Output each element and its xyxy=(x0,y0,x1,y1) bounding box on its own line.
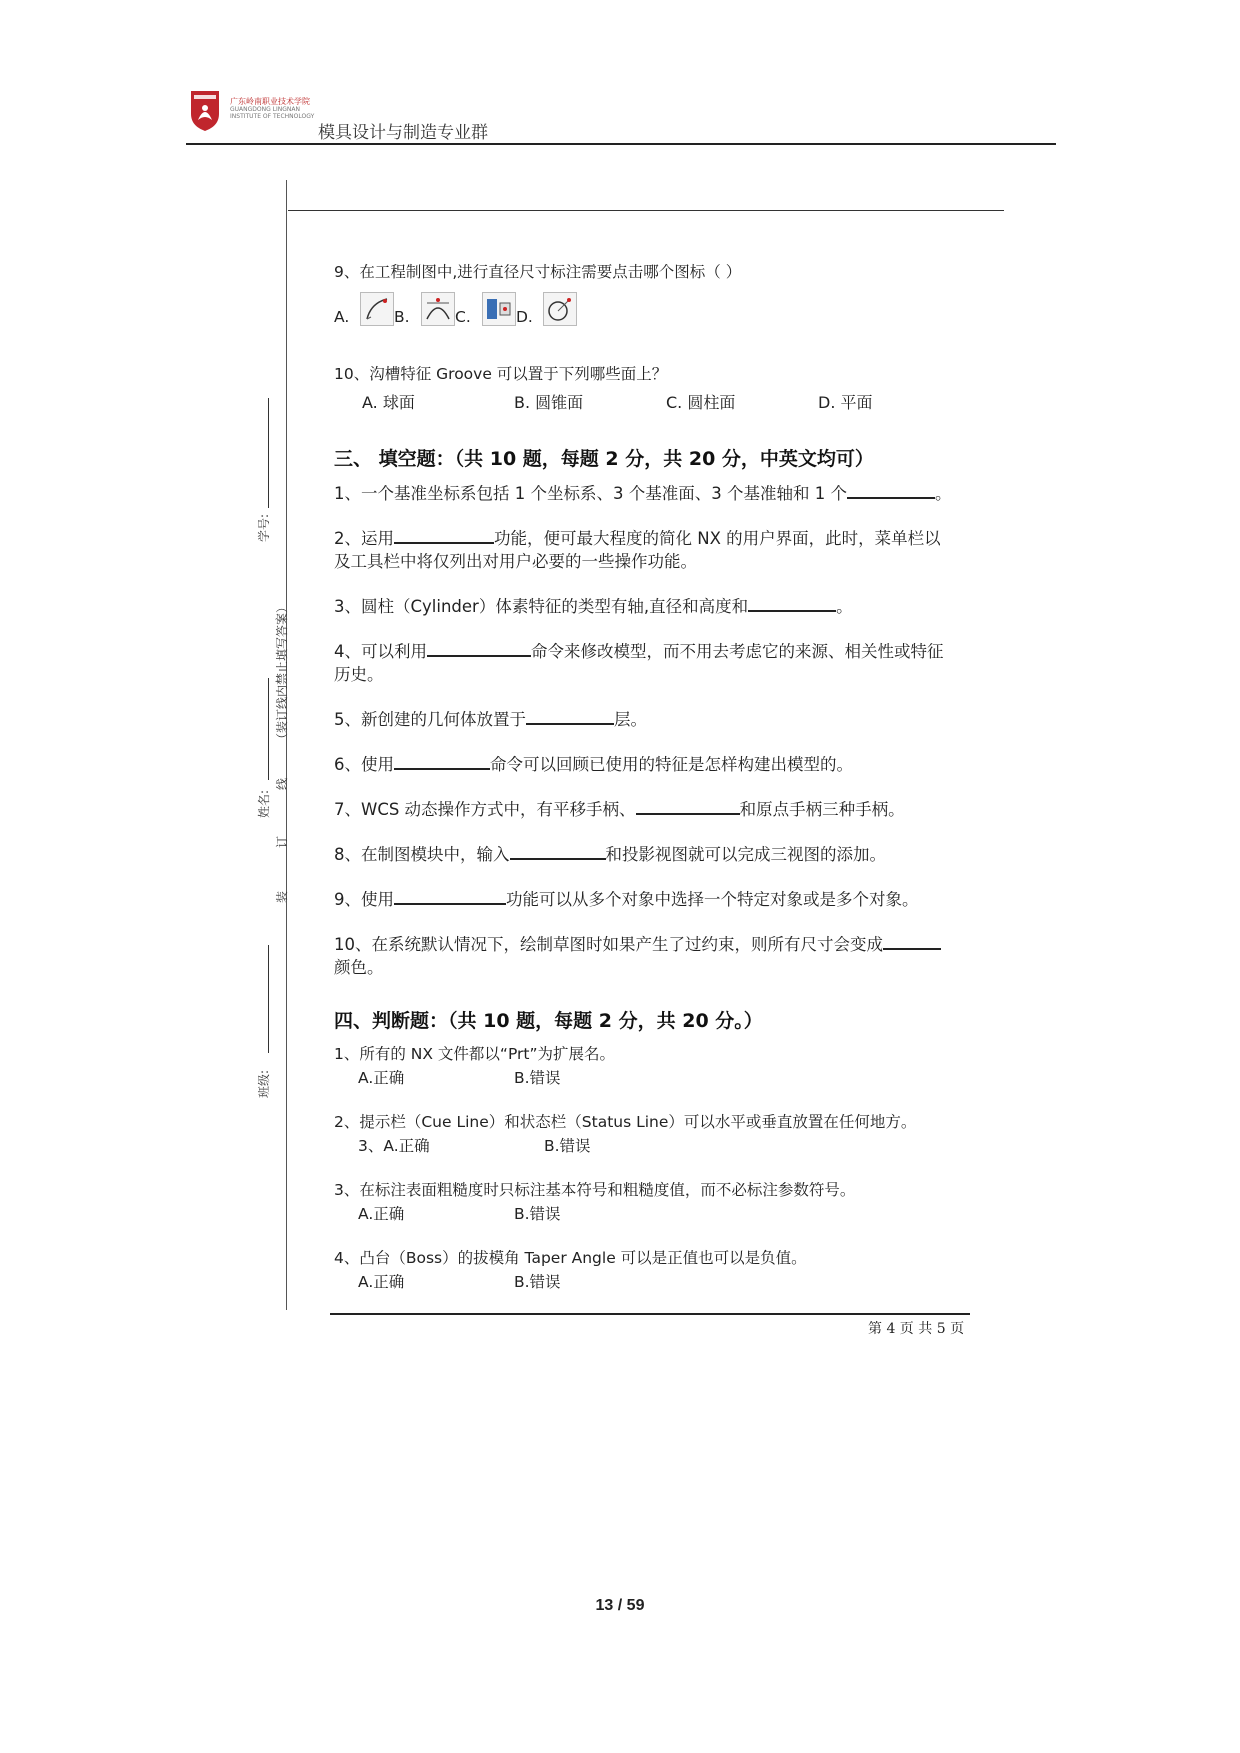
name-underline xyxy=(268,678,269,780)
mc-q10-option-d: D. 平面 xyxy=(818,393,873,412)
mc-q10-text: 10、沟槽特征 Groove 可以置于下列哪些面上？ xyxy=(334,365,668,383)
footer-rule xyxy=(330,1313,970,1315)
fill-q1: 1、一个基准坐标系包括 1 个坐标系、3 个基准面、3 个基准轴和 1 个 。 xyxy=(334,480,951,504)
answer-blank[interactable] xyxy=(636,797,740,815)
fill-section-title: 三、 填空题：（共 10 题，每题 2 分，共 20 分，中英文均可） xyxy=(334,448,874,470)
judge-q2-option-true[interactable]: 3、A.正确 xyxy=(358,1137,430,1155)
judge-q3: 3、在标注表面粗糙度时只标注基本符号和粗糙度值，而不必标注参数符号。 xyxy=(334,1181,856,1199)
diameter-dimension-icon xyxy=(360,292,394,326)
mc-q9-option-d: D. xyxy=(516,308,533,326)
answer-blank[interactable] xyxy=(394,526,494,544)
fill-q10: 10、在系统默认情况下，绘制草图时如果产生了过约束，则所有尺寸会变成 xyxy=(334,931,941,955)
mc-q10-option-a: A. 球面 xyxy=(362,393,415,412)
school-name-cn: 广东岭南职业技术学院 xyxy=(230,97,310,106)
answer-blank[interactable] xyxy=(510,842,606,860)
judge-q1-option-true[interactable]: A.正确 xyxy=(358,1069,405,1087)
class-underline xyxy=(268,945,269,1053)
fill-q4-cont: 历史。 xyxy=(334,665,384,684)
header-divider xyxy=(186,143,1056,145)
fill-q2: 2、运用 功能，便可最大程度的简化 NX 的用户界面，此时，菜单栏以 xyxy=(334,525,941,549)
name-label: 姓名: xyxy=(257,789,271,818)
answer-blank[interactable] xyxy=(847,481,935,499)
header-group-title: 模具设计与制造专业群 xyxy=(318,123,488,143)
judge-q1-option-false[interactable]: B.错误 xyxy=(514,1069,561,1087)
school-logo xyxy=(190,90,220,132)
answer-blank[interactable] xyxy=(427,639,531,657)
fill-q5: 5、新创建的几何体放置于 层。 xyxy=(334,706,647,730)
fill-q8: 8、在制图模块中，输入 和投影视图就可以完成三视图的添加。 xyxy=(334,841,886,865)
answer-blank[interactable] xyxy=(394,887,506,905)
school-name-en-line2: INSTITUTE OF TECHNOLOGY xyxy=(230,113,315,120)
fill-q3: 3、圆柱（Cylinder）体素特征的类型有轴,直径和高度和 。 xyxy=(334,593,853,617)
fill-q6: 6、使用 命令可以回顾已使用的特征是怎样构建出模型的。 xyxy=(334,751,853,775)
mc-q9-option-c: C. xyxy=(455,308,471,326)
judge-q2: 2、提示栏（Cue Line）和状态栏（Status Line）可以水平或垂直放置在任何地方。 xyxy=(334,1113,917,1131)
class-label: 班级: xyxy=(257,1069,271,1098)
answer-blank[interactable] xyxy=(394,752,490,770)
answer-blank[interactable] xyxy=(883,932,941,950)
judge-q4: 4、凸台（Boss）的拔模角 Taper Angle 可以是正值也可以是负值。 xyxy=(334,1249,807,1267)
school-name-en-line1: GUANGDONG LINGNAN xyxy=(230,106,301,113)
radius-dimension-icon xyxy=(543,292,577,326)
page-info: 第 4 页 共 5 页 xyxy=(868,1321,965,1337)
binding-char-ding: 订 xyxy=(275,835,289,848)
answer-blank[interactable] xyxy=(526,707,614,725)
mc-q9-option-a: A. xyxy=(334,308,350,326)
inference-dimension-icon xyxy=(482,292,516,326)
judge-q1: 1、所有的 NX 文件都以“Prt”为扩展名。 xyxy=(334,1045,616,1063)
fill-q7: 7、WCS 动态操作方式中，有平移手柄、 和原点手柄三种手柄。 xyxy=(334,796,905,820)
fill-q10-cont: 颜色。 xyxy=(334,958,384,977)
judge-q4-option-false[interactable]: B.错误 xyxy=(514,1273,561,1291)
fill-q2-cont: 及工具栏中将仅列出对用户必要的一些操作功能。 xyxy=(334,552,697,571)
judge-q4-option-true[interactable]: A.正确 xyxy=(358,1273,405,1291)
mc-q10-option-c: C. 圆柱面 xyxy=(666,393,736,412)
viewer-page-counter: 13 / 59 xyxy=(595,1597,645,1614)
mc-q9-option-b: B. xyxy=(394,308,410,326)
top-rule xyxy=(288,210,1004,211)
judge-q3-option-true[interactable]: A.正确 xyxy=(358,1205,405,1223)
binding-notice: （装订线内禁止填写答案） xyxy=(275,600,289,745)
student-id-label: 学号: xyxy=(257,513,271,542)
binding-line xyxy=(286,180,287,1310)
arc-dimension-icon xyxy=(421,292,455,326)
mc-q10-option-b: B. 圆锥面 xyxy=(514,393,584,412)
judge-section-title: 四、判断题：（共 10 题，每题 2 分，共 20 分。） xyxy=(334,1010,763,1032)
mc-q9-text: 9、在工程制图中,进行直径尺寸标注需要点击哪个图标（ ） xyxy=(334,263,742,281)
judge-q3-option-false[interactable]: B.错误 xyxy=(514,1205,561,1223)
student-id-underline xyxy=(268,398,269,508)
fill-q9: 9、使用 功能可以从多个对象中选择一个特定对象或是多个对象。 xyxy=(334,886,919,910)
answer-blank[interactable] xyxy=(748,594,836,612)
judge-q2-option-false[interactable]: B.错误 xyxy=(544,1137,591,1155)
binding-char-line: 线 xyxy=(275,777,289,790)
fill-q4: 4、可以利用 命令来修改模型，而不用去考虑它的来源、相关性或特征 xyxy=(334,638,944,662)
binding-char-zhuang: 装 xyxy=(275,890,289,903)
